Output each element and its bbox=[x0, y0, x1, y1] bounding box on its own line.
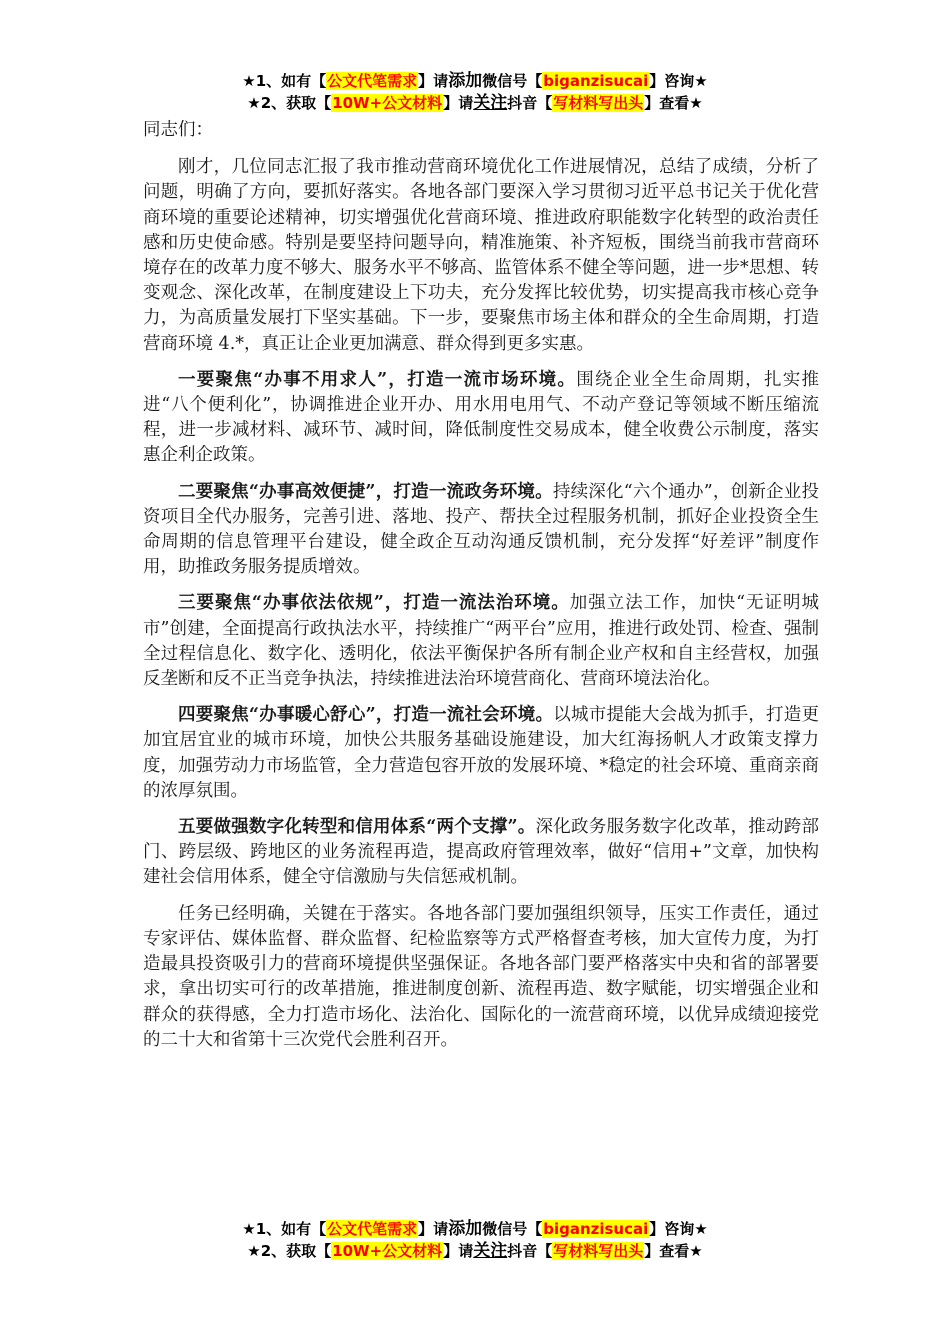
promo-text: 微信号【 bbox=[482, 72, 543, 90]
promo-text: 】咨询★ bbox=[649, 72, 708, 90]
promo-highlight: 公文代笔需求 bbox=[327, 72, 418, 90]
paragraph-heading: 一要聚焦“办事不用求人”，打造一流市场环境。 bbox=[178, 369, 577, 390]
paragraph-heading: 三要聚焦“办事依法依规”，打造一流法治环境。 bbox=[178, 593, 570, 614]
paragraph-text: 以城市提能大会战为抓手，打造更加宜居宜业的城市环境，加快公共服务基础设施建设，加大红海扬帆人才政策支撑力度，加强劳动力市场监管，全力营造包容开放的发展环境、*稳定的社会环境、重商亲商的浓厚氛围。 bbox=[143, 705, 819, 801]
paragraph-point-3 bbox=[143, 591, 819, 692]
promo-text: 抖音【 bbox=[507, 94, 553, 112]
paragraph-point-1 bbox=[143, 368, 819, 469]
paragraph-conclusion bbox=[143, 902, 819, 1053]
paragraph-point-2 bbox=[143, 480, 819, 581]
paragraph-text: 刚才，几位同志汇报了我市推动营商环境优化工作进展情况，总结了成绩，分析了问题，明确了方向，要抓好落实。各地各部门要深入学习贯彻习近平总书记关于优化营商环境的重要论述精神，切实增强优化营商环境、推进政府职能数字化转型的政治责任感和历史使命感。特别是要坚持问题导向，精准施策、补齐短板，围绕当前我市营商环境存在的改革力度不够大、服务水平不够高、监管体系不健全等问题，进一步*思想、转变观念、深化改革，在制度建设上下功夫，充分发挥比较优势，切实提高我市核心竞争力，为高质量发展打下坚实基础。下一步，要聚焦市场主体和群众的全生命周期，打造营商环境 4.*，真正让企业更加满意、群众得到更多实惠。 bbox=[143, 157, 819, 354]
promo-highlight-douyin-id: 写材料写出头 bbox=[553, 94, 644, 112]
paragraph-text: 持续深化“六个通办”，创新企业投资项目全代办服务，完善引进、落地、投产、帮扶全过程服务机制，抓好企业投资全生命周期的信息管理平台建设，健全政企互动沟通反馈机制，充分发挥“好差评”制度作用，助推政务服务提质增效。 bbox=[143, 481, 819, 578]
promo-banner-bottom bbox=[0, 1218, 950, 1262]
promo-text: 】请 bbox=[418, 72, 449, 90]
promo-line-1 bbox=[0, 70, 950, 92]
paragraph-point-4 bbox=[143, 703, 819, 804]
promo-text: ★2、获取【 bbox=[247, 1242, 332, 1260]
paragraph-text: 深化政务服务数字化改革，推动跨部门、跨层级、跨地区的业务流程再造，提高政府管理效率，做好“信用+”文章，加快构建社会信用体系，健全守信激励与失信惩戒机制。 bbox=[143, 817, 819, 888]
promo-highlight-douyin-id: 写材料写出头 bbox=[553, 1242, 644, 1260]
paragraph-intro bbox=[143, 155, 819, 357]
promo-text: ★1、如有【 bbox=[242, 72, 327, 90]
promo-emphasis: 关注 bbox=[473, 93, 508, 113]
paragraph-point-5 bbox=[143, 815, 819, 891]
paragraph-heading: 四要聚焦“办事暖心舒心”，打造一流社会环境。 bbox=[178, 705, 554, 726]
promo-text: 】查看★ bbox=[644, 1242, 703, 1260]
paragraph-text: 任务已经明确，关键在于落实。各地各部门要加强组织领导，压实工作责任，通过专家评估、媒体监督、群众监督、纪检监察等方式严格督查考核，加大宣传力度，为打造最具投资吸引力的营商环境提供坚强保证。各地各部门要严格落实中央和省的部署要求，拿出切实可行的改革措施，推进制度创新、流程再造、数字赋能，切实增强企业和群众的获得感，全力打造市场化、法治化、国际化的一流营商环境，以优异成绩迎接党的二十大和省第十三次党代会胜利召开。 bbox=[143, 903, 819, 1050]
promo-text: 】咨询★ bbox=[649, 1220, 708, 1238]
promo-text: 抖音【 bbox=[507, 1242, 553, 1260]
promo-highlight: 10W+公文材料 bbox=[332, 1242, 443, 1260]
promo-highlight: 10W+公文材料 bbox=[332, 94, 443, 112]
promo-line-1 bbox=[0, 1218, 950, 1240]
paragraph-text: 围绕企业全生命周期，扎实推进“八个便利化”，协调推进企业开办、用水用电用气、不动产登记等领域不断压缩流程，进一步减材料、减环节、减时间，降低制度性交易成本，健全收费公示制度，落实惠企利企政策。 bbox=[143, 369, 819, 466]
promo-highlight-wechat-id: biganzisucai bbox=[543, 72, 649, 90]
paragraph-heading: 二要聚焦“办事高效便捷”，打造一流政务环境。 bbox=[178, 481, 553, 502]
promo-text: 微信号【 bbox=[482, 1220, 543, 1238]
promo-line-2 bbox=[0, 92, 950, 114]
promo-text: ★2、获取【 bbox=[247, 94, 332, 112]
promo-highlight-wechat-id: biganzisucai bbox=[543, 1220, 649, 1238]
document-body bbox=[143, 118, 819, 1064]
paragraph-text: 加强立法工作，加快“无证明城市”创建，全面提高行政执法水平，持续推广“两平台”应用，推进行政处罚、检查、强制全过程信息化、数字化、透明化，依法平衡保护各所有制企业产权和自主经营权，加强反垄断和反不正当竞争执法，持续推进法治环境营商化、营商环境法治化。 bbox=[143, 593, 819, 690]
promo-banner-top bbox=[0, 70, 950, 114]
greeting: 同志们： bbox=[143, 120, 213, 140]
paragraph-heading: 五要做强数字化转型和信用体系“两个支撑”。 bbox=[178, 817, 536, 838]
promo-emphasis: 添加 bbox=[448, 71, 483, 91]
promo-text: 】请 bbox=[443, 94, 474, 112]
promo-text: ★1、如有【 bbox=[242, 1220, 327, 1238]
promo-line-2 bbox=[0, 1240, 950, 1262]
promo-emphasis: 关注 bbox=[473, 1241, 508, 1261]
promo-text: 】查看★ bbox=[644, 94, 703, 112]
promo-highlight: 公文代笔需求 bbox=[327, 1220, 418, 1238]
promo-text: 】请 bbox=[443, 1242, 474, 1260]
promo-text: 】请 bbox=[418, 1220, 449, 1238]
promo-emphasis: 添加 bbox=[448, 1219, 483, 1239]
